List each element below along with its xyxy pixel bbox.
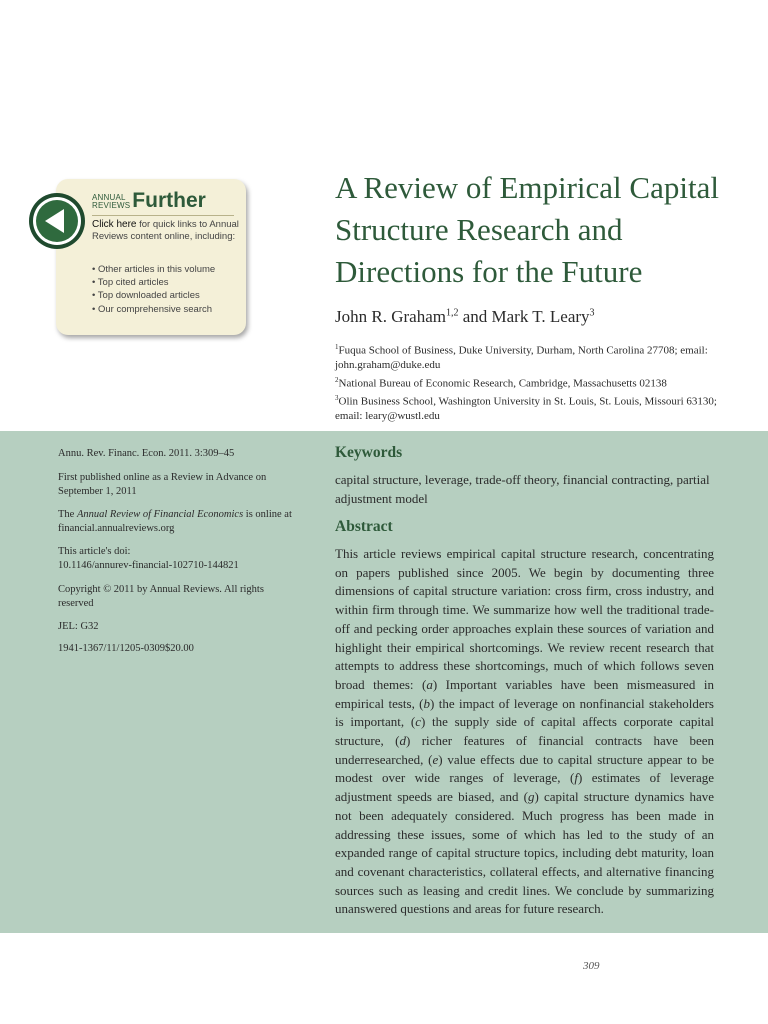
article-title: A Review of Empirical Capital Structure Research and Directions for the Future: [335, 170, 719, 289]
back-arrow-icon[interactable]: [28, 192, 86, 250]
first-published: First published online as a Review in Advance on September 1, 2011: [58, 472, 267, 497]
author-name: John R. Graham: [335, 307, 446, 326]
affiliation-text: Olin Business School, Washington University in St. Louis, St. Louis, Missouri 63130; email: leary@wustl.edu: [335, 395, 717, 423]
further-intro: [92, 219, 240, 243]
further-divider: [92, 215, 234, 216]
affiliation-text: Fuqua School of Business, Duke University, Durham, North Carolina 27708; email: john.graham@duke.edu: [335, 344, 708, 372]
further-intro-text: for quick links to Annual Reviews content online, including:: [92, 219, 239, 242]
keywords-text: capital structure, leverage, trade-off theory, financial contracting, partial adjustment model: [335, 472, 710, 506]
further-link-top-cited[interactable]: • Top cited articles: [92, 276, 240, 289]
affiliation-text: National Bureau of Economic Research, Cambridge, Massachusetts 02138: [338, 377, 667, 390]
annual-reviews-logo-text: ANNUAL REVIEWS: [92, 193, 131, 210]
affiliation: [335, 391, 735, 424]
further-link-other-articles[interactable]: • Other articles in this volume: [92, 263, 240, 276]
issn: 1941-1367/11/1205-0309$20.00: [58, 643, 194, 654]
affiliation-marker: 2: [335, 376, 339, 384]
affiliation: [335, 373, 735, 391]
affiliation-marker: 3: [335, 394, 339, 402]
further-header: [92, 189, 206, 213]
jel-code: JEL: G32: [58, 621, 99, 632]
page-number: 309: [583, 960, 600, 972]
further-links-list: [92, 263, 240, 316]
journal-info: The Annual Review of Financial Economics is online at financial.annualreviews.org: [58, 509, 292, 534]
authors: [335, 307, 595, 327]
abstract-heading: Abstract: [335, 518, 393, 535]
further-link-search[interactable]: • Our comprehensive search: [92, 303, 240, 316]
journal-name: Annual Review of Financial Economics: [76, 509, 244, 520]
click-here-link[interactable]: Click here: [92, 219, 137, 230]
further-title: Further: [132, 189, 206, 212]
author-conjunction: and: [458, 307, 492, 326]
citation: Annu. Rev. Financ. Econ. 2011. 3:309–45: [58, 448, 235, 459]
affiliation: [335, 340, 735, 373]
further-link-top-downloaded[interactable]: • Top downloaded articles: [92, 289, 240, 302]
author-affiliation-marker: 1,2: [445, 307, 459, 319]
doi: This article's doi: 10.1146/annurev-financial-102710-144821: [58, 546, 239, 571]
copyright: Copyright © 2011 by Annual Reviews. All rights reserved: [58, 584, 264, 609]
affiliation-marker: 1: [335, 343, 339, 351]
author-name: Mark T. Leary: [491, 307, 590, 326]
doi-link[interactable]: 10.1146/annurev-financial-102710-144821: [58, 559, 239, 571]
author-affiliation-marker: 3: [589, 307, 595, 319]
keywords-heading: Keywords: [335, 444, 403, 461]
abstract-text: This article reviews empirical capital structure research, concentrating on papers published since 2005. We begin by documenting three dimensions of capital structure variation: cross firm, cross industry, and within firm through time. We summarize how well the traditional trade-off and pecking order approaches explain these sources of variation and highlight their empirical shortcomings. We review recent research that attempts to address these shortcomings, much of which follows seven broad themes: (a) Important variables have been mismeasured in empirical tests, (b) the impact of leverage on nonfinancial stakeholders is important, (c) the supply side of capital affects corporate capital structure, (d) richer features of financial contracts have been underresearched, (e) value effects due to capital structure appear to be modest over wide ranges of leverage, (f) estimates of leverage adjustment speeds are biased, and (g) capital structure dynamics have not been adequately considered. Much progress has been made in addressing these issues, some of which has led to the study of an expanded range of capital structure topics, including debt maturity, loan and covenant characteristics, collateral effects, and alternative financing sources such as leasing and credit lines. We conclude by summarizing unanswered questions and areas for future research.: [335, 546, 715, 917]
